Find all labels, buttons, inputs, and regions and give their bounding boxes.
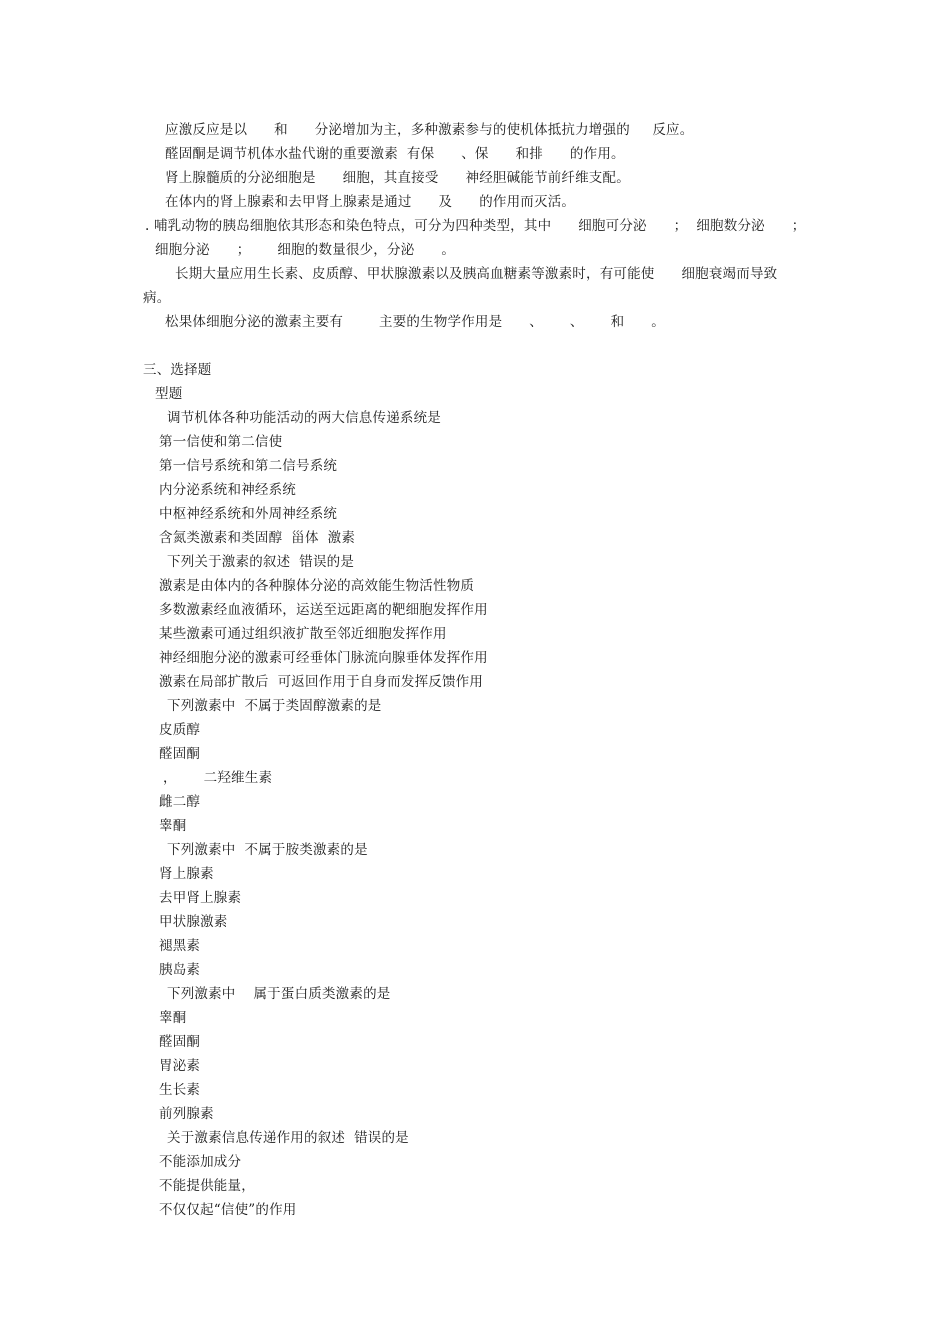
question-option: 第一信号系统和第二信号系统: [159, 458, 338, 474]
question-option: 雌二醇: [159, 794, 201, 810]
section-title: 三、选择题: [143, 362, 212, 378]
question-option: 内分泌系统和神经系统: [159, 482, 296, 498]
question-option: 褪黑素: [159, 938, 201, 954]
fill-blank-line: 肾上腺髓质的分泌细胞是 细胞，其直接受 神经胆碱能节前纤维支配。: [165, 170, 630, 186]
question-option: 肾上腺素: [159, 866, 214, 882]
question-stem: 下列关于激素的叙述 错误的是: [167, 554, 355, 570]
question-option: 去甲肾上腺素: [159, 890, 242, 906]
question-option: 胃泌素: [159, 1058, 201, 1074]
question-option: 醛固酮: [159, 746, 201, 762]
fill-blank-line: . 哺乳动物的胰岛细胞依其形态和染色特点，可分为四种类型，其中 细胞可分泌 ； 细胞数分泌 ；: [145, 218, 806, 234]
question-type-label: 型题: [155, 386, 183, 402]
question-option: 激素在局部扩散后 可返回作用于自身而发挥反馈作用: [159, 674, 484, 690]
question-option: 多数激素经血液循环，运送至远距离的靶细胞发挥作用: [159, 602, 488, 618]
question-option: 中枢神经系统和外周神经系统: [159, 506, 338, 522]
question-option: 不仅仅起“信使”的作用: [159, 1202, 297, 1218]
question-option: 不能添加成分: [159, 1154, 242, 1170]
question-option: 第一信使和第二信使: [159, 434, 283, 450]
question-option: 激素是由体内的各种腺体分泌的高效能生物活性物质: [159, 578, 475, 594]
question-option: 前列腺素: [159, 1106, 214, 1122]
question-option: 神经细胞分泌的激素可经垂体门脉流向腺垂体发挥作用: [159, 650, 488, 666]
fill-blank-line: 松果体细胞分泌的激素主要有 主要的生物学作用是 、 、 和 。: [165, 314, 665, 330]
question-option: 睾酮: [159, 1010, 187, 1026]
fill-blank-line: 在体内的肾上腺素和去甲肾上腺素是通过 及 的作用而灭活。: [165, 194, 576, 210]
fill-blank-line: 细胞分泌 ； 细胞的数量很少，分泌 。: [155, 242, 456, 258]
question-stem: 关于激素信息传递作用的叙述 错误的是: [167, 1130, 409, 1146]
fill-blank-line: 病。: [143, 290, 171, 306]
fill-blank-line: 应激反应是以 和 分泌增加为主，多种激素参与的使机体抵抗力增强的 反应。: [165, 122, 694, 138]
question-stem: 下列激素中 属于蛋白质类激素的是: [167, 986, 391, 1002]
question-option: 胰岛素: [159, 962, 201, 978]
question-option: 睾酮: [159, 818, 187, 834]
question-option: 醛固酮: [159, 1034, 201, 1050]
fill-blank-line: 醛固酮是调节机体水盐代谢的重要激素 有保 、保 和排 的作用。: [165, 146, 625, 162]
question-option: 甲状腺激素: [159, 914, 228, 930]
question-stem: 调节机体各种功能活动的两大信息传递系统是: [167, 410, 441, 426]
question-option: 生长素: [159, 1082, 201, 1098]
question-option: 皮质醇: [159, 722, 201, 738]
question-stem: 下列激素中 不属于类固醇激素的是: [167, 698, 382, 714]
question-option: ， 二羟维生素: [163, 770, 273, 786]
fill-blank-line: 长期大量应用生长素、皮质醇、甲状腺激素以及胰高血糖素等激素时，有可能使 细胞衰竭而导致: [175, 266, 778, 282]
question-option: 某些激素可通过组织液扩散至邻近细胞发挥作用: [159, 626, 447, 642]
question-stem: 下列激素中 不属于胺类激素的是: [167, 842, 368, 858]
question-option: 含氮类激素和类固醇 甾体 激素: [159, 530, 356, 546]
question-option: 不能提供能量，: [159, 1178, 255, 1194]
